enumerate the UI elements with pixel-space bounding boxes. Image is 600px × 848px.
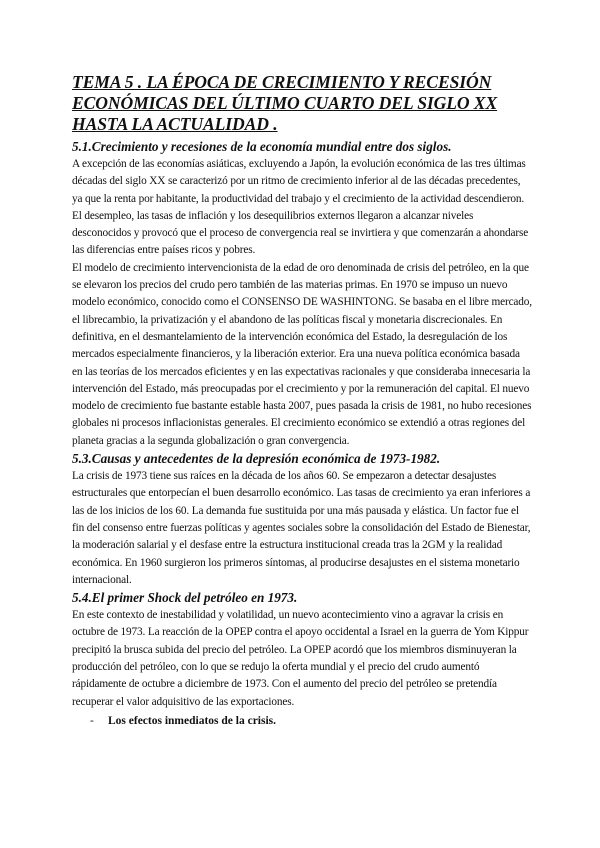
document-page [72, 72, 532, 730]
section-heading: 5.3.Causas y antecedentes de la depresión económica de 1973-1982. [72, 451, 441, 467]
bullet-text: Los efectos inmediatos de la crisis. [108, 714, 277, 727]
section-5-1 [72, 138, 532, 450]
list-item [90, 713, 532, 731]
paragraph: La crisis de 1973 tiene sus raíces en la década de los años 60. Se empezaron a detectar desajustes estructurales que entorpecían el buen desarrollo económico. Las tasas de crecimiento ya eran inferiores a las de los inicios de los 60. La demanda fue sustituida por una más pausada y elástica. Un factor fue el fin del consenso entre fuerzas políticas y agentes sociales sobre la consolidación del Estado de Bienestar, la moderación salarial y el desfase entre la estructura institucional creada tras la 2GM y la realidad económica. En 1960 surgieron los primeros síntomas, al producirse desajustes en el sistema monetario internacional. [72, 470, 531, 586]
section-heading: 5.4.El primer Shock del petróleo en 1973. [72, 590, 298, 606]
section-5-4 [72, 589, 532, 730]
paragraph: A excepción de las economías asiáticas, excluyendo a Japón, la evolución económica de las tres últimas décadas del siglo XX se caracterizó por un ritmo de crecimiento inferior al de las décadas precedentes, ya que la renta por habitante, la productividad del trabajo y el crecimiento de la actividad descendieron. El desempleo, las tasas de inflación y los desequilibrios externos llegaron a alcanzar niveles desconocidos y provocó que el proceso de convergencia real se invirtiera y que comenzarán a ahondarse las diferencias entre países ricos y pobres. [72, 158, 529, 257]
section-heading: 5.1.Crecimiento y recesiones de la economía mundial entre dos siglos. [72, 139, 452, 154]
document-title: TEMA 5 . LA ÉPOCA DE CRECIMIENTO Y RECESIÓN ECONÓMICAS DEL ÚLTIMO CUARTO DEL SIGLO XX HASTA LA ACTUALIDAD . [72, 72, 498, 134]
section-5-3 [72, 450, 532, 589]
bullet-marker: - [90, 714, 94, 727]
paragraph: El modelo de crecimiento intervencionista de la edad de oro denominada de crisis del petróleo, en la que se elevaron los precios del crudo pero también de las materias primas. En 1970 se impuso un nuevo modelo económico, conocido como el CONSENSO DE WASHINTONG. Se basaba en el libre mercado, el librecambio, la privatización y el abandono de las políticas fiscal y monetaria discrecionales. En definitiva, en el desmantelamiento de la intervención económica del Estado, la desregulación de los mercados especialmente financieros, y la liberación exterior. Era una nueva política económica basada en las teorías de los mercados eficientes y en las expectativas racionales y que consideraba innecesaria la intervención del Estado, más preocupadas por el crecimiento y por la remuneración del capital. El nuevo modelo de crecimiento fue bastante estable hasta 2007, pues pasada la crisis de 1981, no hubo recesiones globales ni procesos inflacionistas generales. El crecimiento económico se extendió a otras regiones del planeta gracias a la segunda globalización o gran convergencia. [72, 261, 532, 447]
paragraph: En este contexto de inestabilidad y volatilidad, un nuevo acontecimiento vino a agravar la crisis en octubre de 1973. La reacción de la OPEP contra el apoyo occidental a Israel en la guerra de Yom Kippur precipitó la brusca subida del precio del petróleo. La OPEP acordó que los miembros disminuyeran la producción del petróleo, con lo que se redujo la oferta mundial y el precio del crudo aumentó rápidamente de octubre a diciembre de 1973. Con el aumento del precio del petróleo se pretendía recuperar el valor adquisitivo de las exportaciones. [72, 609, 529, 708]
